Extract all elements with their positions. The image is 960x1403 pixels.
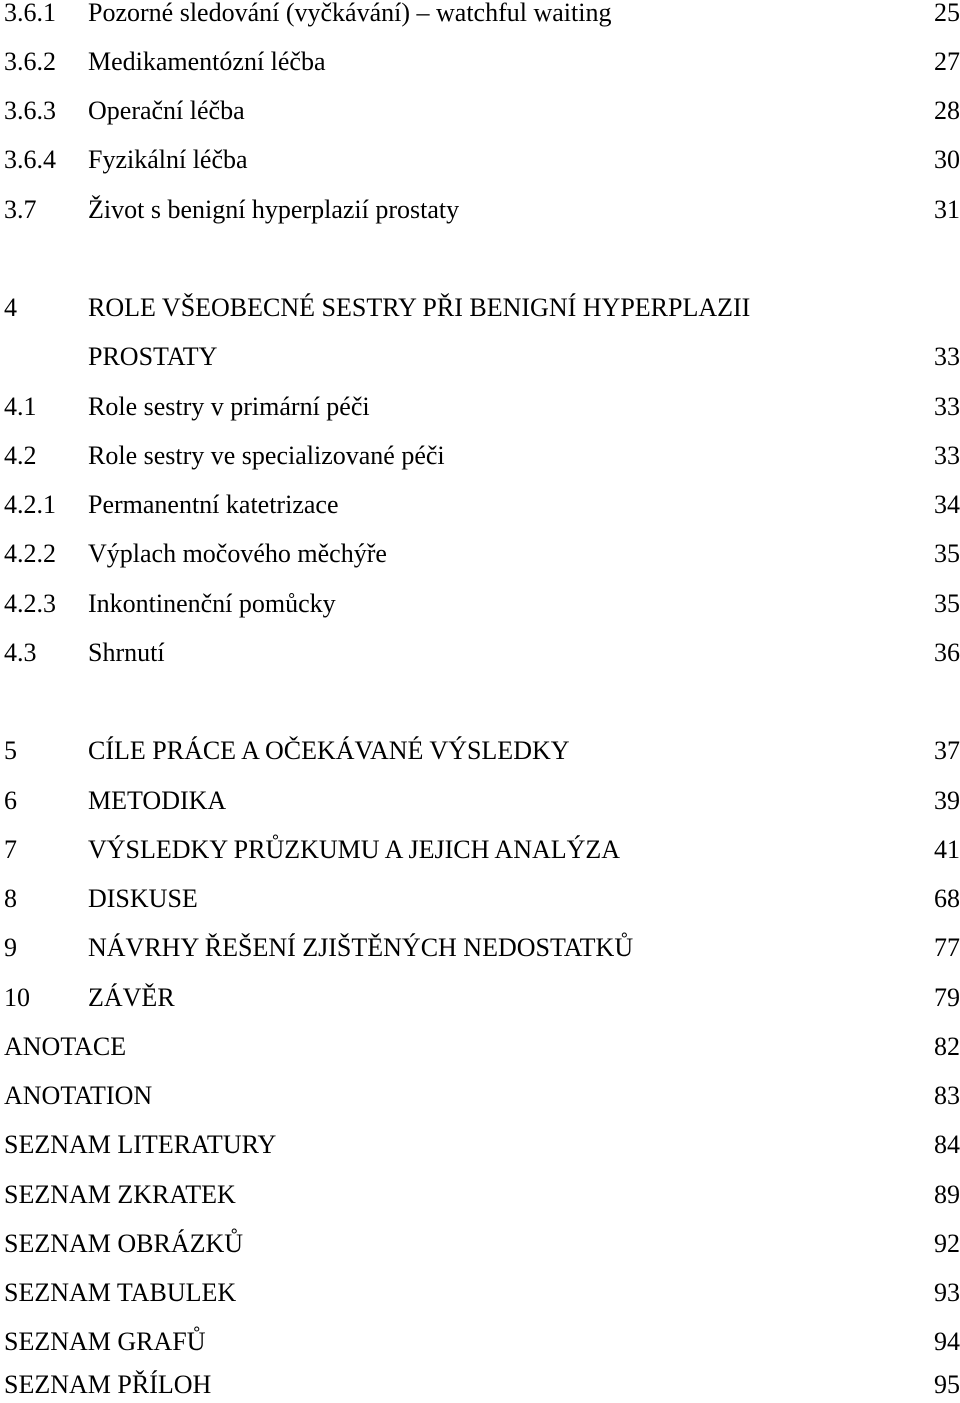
toc-entry-number: 4.2 bbox=[4, 441, 37, 470]
toc-entry-title: SEZNAM GRAFŮ bbox=[4, 1327, 206, 1356]
toc-entry-title: Permanentní katetrizace bbox=[88, 490, 339, 519]
toc-entry-continuation[interactable] bbox=[0, 340, 960, 374]
toc-entry-title: Pozorné sledování (vyčkávání) – watchful waiting bbox=[88, 0, 612, 27]
toc-entry-title: Výplach močového měchýře bbox=[88, 539, 387, 568]
toc-entry-page: 83 bbox=[934, 1081, 960, 1110]
toc-entry-page: 77 bbox=[934, 933, 960, 962]
toc-entry[interactable] bbox=[0, 734, 960, 768]
toc-entry-page: 89 bbox=[934, 1180, 960, 1209]
toc-entry-page: 94 bbox=[934, 1327, 960, 1356]
toc-entry[interactable] bbox=[0, 1325, 960, 1359]
toc-entry-number: 4.2.3 bbox=[4, 589, 56, 618]
toc-entry-page: 82 bbox=[934, 1032, 960, 1061]
toc-entry[interactable] bbox=[0, 784, 960, 818]
toc-entry-page: 93 bbox=[934, 1278, 960, 1307]
toc-entry-page: 35 bbox=[934, 539, 960, 568]
toc-entry-page: 92 bbox=[934, 1229, 960, 1258]
toc-entry[interactable] bbox=[0, 1178, 960, 1212]
toc-entry[interactable] bbox=[0, 833, 960, 867]
toc-entry-page: 79 bbox=[934, 983, 960, 1012]
toc-entry[interactable] bbox=[0, 439, 960, 473]
toc-entry-page: 84 bbox=[934, 1130, 960, 1159]
toc-entry-title-continuation: PROSTATY bbox=[88, 342, 218, 371]
toc-entry-page: 33 bbox=[934, 392, 960, 421]
toc-entry[interactable] bbox=[0, 587, 960, 621]
toc-entry-page: 35 bbox=[934, 589, 960, 618]
toc-entry-title: SEZNAM LITERATURY bbox=[4, 1130, 277, 1159]
toc-entry[interactable] bbox=[0, 636, 960, 670]
toc-entry-page: 31 bbox=[934, 195, 960, 224]
toc-entry[interactable] bbox=[0, 143, 960, 177]
toc-entry-title: SEZNAM ZKRATEK bbox=[4, 1180, 236, 1209]
toc-entry-number: 4 bbox=[4, 293, 17, 322]
toc-entry[interactable] bbox=[0, 1128, 960, 1162]
toc-entry-number: 4.2.2 bbox=[4, 539, 56, 568]
toc-entry-page: 33 bbox=[934, 342, 960, 371]
toc-entry-number: 3.6.2 bbox=[4, 47, 56, 76]
toc-entry-title: NÁVRHY ŘEŠENÍ ZJIŠTĚNÝCH NEDOSTATKŮ bbox=[88, 933, 634, 962]
toc-entry-title: Role sestry v primární péči bbox=[88, 392, 370, 421]
toc-entry-title: METODIKA bbox=[88, 786, 227, 815]
toc-entry-page: 27 bbox=[934, 47, 960, 76]
toc-entry-number: 3.6.1 bbox=[4, 0, 56, 27]
toc-entry-page: 33 bbox=[934, 441, 960, 470]
toc-entry-page: 68 bbox=[934, 884, 960, 913]
toc-entry[interactable] bbox=[0, 193, 960, 227]
toc-entry-number: 10 bbox=[4, 983, 30, 1012]
toc-entry-title: ANOTATION bbox=[4, 1081, 153, 1110]
toc-entry-page: 39 bbox=[934, 786, 960, 815]
toc-entry-title: Medikamentózní léčba bbox=[88, 47, 326, 76]
toc-entry-number: 9 bbox=[4, 933, 17, 962]
toc-entry-number: 5 bbox=[4, 736, 17, 765]
toc-entry-page: 37 bbox=[934, 736, 960, 765]
toc-entry-page: 95 bbox=[934, 1370, 960, 1399]
toc-entry[interactable] bbox=[0, 981, 960, 1015]
toc-entry[interactable] bbox=[0, 1079, 960, 1113]
toc-entry-page: 25 bbox=[934, 0, 960, 27]
toc-entry[interactable] bbox=[0, 94, 960, 128]
toc-entry[interactable] bbox=[0, 0, 960, 30]
toc-entry-page: 41 bbox=[934, 835, 960, 864]
toc-entry-number: 4.2.1 bbox=[4, 490, 56, 519]
toc-entry-page: 30 bbox=[934, 145, 960, 174]
toc-entry-title: DISKUSE bbox=[88, 884, 198, 913]
toc-entry[interactable] bbox=[0, 291, 960, 325]
toc-entry-title: ANOTACE bbox=[4, 1032, 127, 1061]
toc-entry[interactable] bbox=[0, 882, 960, 916]
toc-entry[interactable] bbox=[0, 1276, 960, 1310]
toc-entry-title: Shrnutí bbox=[88, 638, 165, 667]
toc-entry-page: 36 bbox=[934, 638, 960, 667]
toc-entry-title: ROLE VŠEOBECNÉ SESTRY PŘI BENIGNÍ HYPERPLAZII bbox=[88, 293, 751, 322]
toc-entry-page: 28 bbox=[934, 96, 960, 125]
toc-entry-title: VÝSLEDKY PRŮZKUMU A JEJICH ANALÝZA bbox=[88, 835, 621, 864]
toc-entry-title: SEZNAM OBRÁZKŮ bbox=[4, 1229, 244, 1258]
toc-entry[interactable] bbox=[0, 1368, 960, 1402]
toc-entry-title: Život s benigní hyperplazií prostaty bbox=[88, 195, 460, 224]
toc-entry-title: Inkontinenční pomůcky bbox=[88, 589, 336, 618]
toc-entry-number: 7 bbox=[4, 835, 17, 864]
toc-entry[interactable] bbox=[0, 537, 960, 571]
toc-entry-title: SEZNAM PŘÍLOH bbox=[4, 1370, 212, 1399]
toc-entry-number: 3.6.3 bbox=[4, 96, 56, 125]
toc-entry-number: 3.7 bbox=[4, 195, 37, 224]
toc-entry[interactable] bbox=[0, 45, 960, 79]
toc-entry-title: CÍLE PRÁCE A OČEKÁVANÉ VÝSLEDKY bbox=[88, 736, 570, 765]
toc-entry-title: Fyzikální léčba bbox=[88, 145, 248, 174]
toc-entry[interactable] bbox=[0, 1030, 960, 1064]
toc-entry-page: 34 bbox=[934, 490, 960, 519]
toc-entry-title: SEZNAM TABULEK bbox=[4, 1278, 237, 1307]
toc-entry[interactable] bbox=[0, 931, 960, 965]
toc-entry-number: 3.6.4 bbox=[4, 145, 56, 174]
toc-entry-number: 6 bbox=[4, 786, 17, 815]
toc-entry-title: Role sestry ve specializované péči bbox=[88, 441, 445, 470]
toc-entry-title: ZÁVĚR bbox=[88, 983, 175, 1012]
toc-entry-number: 4.3 bbox=[4, 638, 37, 667]
toc-entry-title: Operační léčba bbox=[88, 96, 245, 125]
toc-entry-number: 8 bbox=[4, 884, 17, 913]
toc-entry-number: 4.1 bbox=[4, 392, 37, 421]
toc-entry[interactable] bbox=[0, 390, 960, 424]
toc-entry[interactable] bbox=[0, 488, 960, 522]
toc-entry[interactable] bbox=[0, 1227, 960, 1261]
